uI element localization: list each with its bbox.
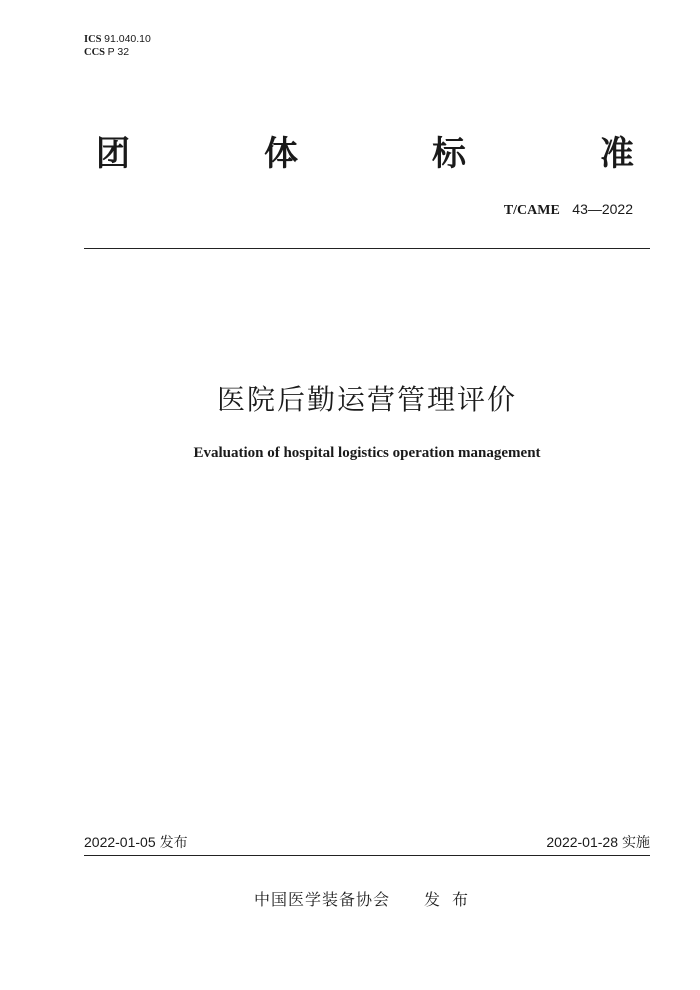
ics-code [84,33,151,46]
issue-date [84,832,188,853]
standard-type-char: 标 [432,134,466,174]
implementation-date-value: 2022-01-28 [546,834,618,850]
implementation-date-label: 实施 [622,835,650,851]
publisher-line [0,888,700,912]
classification-codes [84,33,151,59]
ccs-value: P 32 [107,46,130,58]
ccs-label: CCS [84,47,106,58]
implementation-date [546,832,650,853]
issue-date-label: 发布 [159,835,188,851]
standard-type-heading [84,132,640,176]
document-title-english: Evaluation of hospital logistics operation management [193,445,541,461]
standard-number [504,200,633,220]
ics-label: ICS [84,34,102,45]
standard-type-char: 团 [96,134,130,174]
issue-date-value: 2022-01-05 [84,834,156,850]
standard-number-prefix: T/CAME [503,203,560,218]
standard-number-value: 43—2022 [572,201,633,217]
document-title-chinese: 医院后勤运营管理评价 [216,383,517,416]
ics-value: 91.040.10 [104,33,151,45]
standard-type-char: 体 [264,134,298,174]
publisher-organization: 中国医学装备协会 [253,890,390,909]
top-divider [84,248,650,249]
ccs-code [84,46,151,59]
standard-type-char: 准 [600,134,634,174]
bottom-divider [84,855,650,856]
publisher-action: 发布 [424,890,481,909]
